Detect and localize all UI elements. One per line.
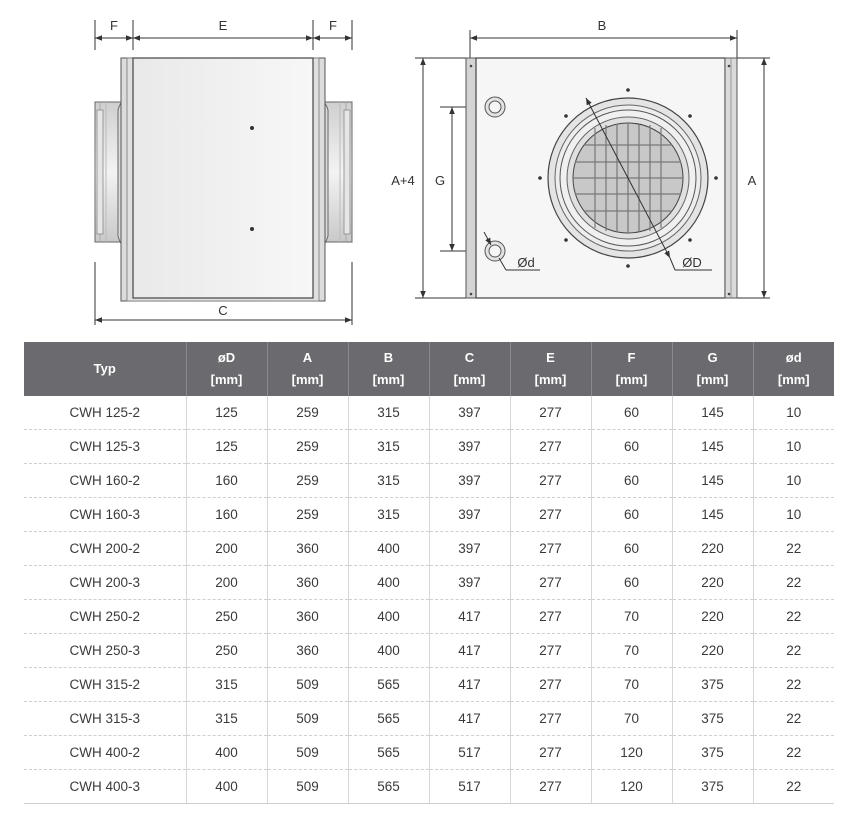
value-cell: 277 <box>510 634 591 668</box>
value-cell: 417 <box>429 668 510 702</box>
value-cell: 360 <box>267 566 348 600</box>
table-header-row <box>24 342 834 396</box>
value-cell: 220 <box>672 600 753 634</box>
column-header-symbol: E <box>546 350 555 365</box>
value-cell: 397 <box>429 498 510 532</box>
value-cell: 277 <box>510 498 591 532</box>
value-cell: 277 <box>510 396 591 430</box>
dim-label-c: C <box>218 303 228 318</box>
column-header <box>510 342 591 396</box>
table-row <box>24 668 834 702</box>
value-cell: 517 <box>429 770 510 804</box>
value-cell: 375 <box>672 736 753 770</box>
dimensions-table <box>24 342 834 804</box>
value-cell: 120 <box>591 770 672 804</box>
table-row <box>24 430 834 464</box>
table-row <box>24 736 834 770</box>
value-cell: 200 <box>186 566 267 600</box>
column-header-symbol: G <box>707 350 718 365</box>
value-cell: 277 <box>510 770 591 804</box>
value-cell: 220 <box>672 532 753 566</box>
value-cell: 375 <box>672 702 753 736</box>
value-cell: 70 <box>591 600 672 634</box>
type-cell: CWH 250-3 <box>24 634 186 668</box>
column-header-unit: [mm] <box>291 372 324 387</box>
value-cell: 277 <box>510 566 591 600</box>
value-cell: 360 <box>267 634 348 668</box>
value-cell: 565 <box>348 702 429 736</box>
value-cell: 22 <box>753 770 834 804</box>
value-cell: 397 <box>429 464 510 498</box>
value-cell: 277 <box>510 600 591 634</box>
value-cell: 60 <box>591 396 672 430</box>
dim-label-f-right: F <box>329 18 337 33</box>
value-cell: 509 <box>267 770 348 804</box>
value-cell: 277 <box>510 464 591 498</box>
value-cell: 22 <box>753 634 834 668</box>
column-header <box>591 342 672 396</box>
type-cell: CWH 200-3 <box>24 566 186 600</box>
value-cell: 250 <box>186 600 267 634</box>
type-cell: CWH 250-2 <box>24 600 186 634</box>
side-view <box>95 18 352 325</box>
value-cell: 565 <box>348 770 429 804</box>
value-cell: 22 <box>753 600 834 634</box>
value-cell: 125 <box>186 430 267 464</box>
table-body <box>24 396 834 804</box>
type-cell: CWH 125-2 <box>24 396 186 430</box>
table-row <box>24 566 834 600</box>
value-cell: 397 <box>429 532 510 566</box>
value-cell: 375 <box>672 770 753 804</box>
column-header-unit: [mm] <box>696 372 729 387</box>
table-row <box>24 532 834 566</box>
table-row <box>24 770 834 804</box>
value-cell: 60 <box>591 532 672 566</box>
value-cell: 259 <box>267 396 348 430</box>
type-cell: CWH 160-3 <box>24 498 186 532</box>
dim-label-big-d: ØD <box>682 255 702 270</box>
value-cell: 10 <box>753 396 834 430</box>
type-cell: CWH 400-2 <box>24 736 186 770</box>
value-cell: 400 <box>348 634 429 668</box>
value-cell: 220 <box>672 566 753 600</box>
dim-label-small-d: Ød <box>517 255 535 270</box>
value-cell: 160 <box>186 464 267 498</box>
technical-drawing <box>0 0 865 335</box>
value-cell: 22 <box>753 532 834 566</box>
value-cell: 259 <box>267 464 348 498</box>
value-cell: 400 <box>186 736 267 770</box>
value-cell: 220 <box>672 634 753 668</box>
value-cell: 517 <box>429 736 510 770</box>
dim-label-f-left: F <box>110 18 118 33</box>
column-header-symbol: C <box>464 350 475 365</box>
column-header-unit: [mm] <box>777 372 810 387</box>
value-cell: 315 <box>348 464 429 498</box>
dim-label-a: A <box>747 173 757 188</box>
value-cell: 160 <box>186 498 267 532</box>
table-row <box>24 464 834 498</box>
value-cell: 22 <box>753 702 834 736</box>
value-cell: 10 <box>753 430 834 464</box>
type-cell: CWH 125-3 <box>24 430 186 464</box>
value-cell: 277 <box>510 702 591 736</box>
value-cell: 509 <box>267 702 348 736</box>
value-cell: 315 <box>348 430 429 464</box>
value-cell: 10 <box>753 464 834 498</box>
table-row <box>24 702 834 736</box>
type-cell: CWH 160-2 <box>24 464 186 498</box>
dim-label-a-plus-4: A+4 <box>391 173 415 188</box>
value-cell: 22 <box>753 566 834 600</box>
value-cell: 565 <box>348 668 429 702</box>
table-row <box>24 396 834 430</box>
column-header-unit: [mm] <box>453 372 486 387</box>
value-cell: 70 <box>591 702 672 736</box>
value-cell: 125 <box>186 396 267 430</box>
value-cell: 10 <box>753 498 834 532</box>
value-cell: 397 <box>429 566 510 600</box>
value-cell: 509 <box>267 736 348 770</box>
column-header-symbol: øD <box>217 350 236 365</box>
value-cell: 397 <box>429 430 510 464</box>
table-row <box>24 600 834 634</box>
value-cell: 22 <box>753 736 834 770</box>
value-cell: 417 <box>429 634 510 668</box>
column-header-unit: [mm] <box>534 372 567 387</box>
column-header-symbol: A <box>302 350 313 365</box>
type-cell: CWH 200-2 <box>24 532 186 566</box>
value-cell: 360 <box>267 532 348 566</box>
table-row <box>24 498 834 532</box>
column-header <box>267 342 348 396</box>
column-header-unit: [mm] <box>372 372 405 387</box>
column-header <box>24 342 186 396</box>
value-cell: 60 <box>591 464 672 498</box>
value-cell: 70 <box>591 668 672 702</box>
column-header-unit: [mm] <box>210 372 243 387</box>
column-header <box>753 342 834 396</box>
column-header <box>348 342 429 396</box>
column-header <box>429 342 510 396</box>
dim-label-e: E <box>218 18 228 33</box>
value-cell: 315 <box>186 668 267 702</box>
dim-label-b: B <box>597 18 607 33</box>
value-cell: 400 <box>348 566 429 600</box>
value-cell: 259 <box>267 430 348 464</box>
type-cell: CWH 315-3 <box>24 702 186 736</box>
value-cell: 565 <box>348 736 429 770</box>
value-cell: 397 <box>429 396 510 430</box>
column-header <box>672 342 753 396</box>
value-cell: 145 <box>672 464 753 498</box>
value-cell: 400 <box>348 600 429 634</box>
value-cell: 417 <box>429 702 510 736</box>
value-cell: 315 <box>348 396 429 430</box>
value-cell: 400 <box>186 770 267 804</box>
dim-label-g: G <box>434 173 446 188</box>
value-cell: 145 <box>672 430 753 464</box>
column-header-symbol: ød <box>785 350 802 365</box>
value-cell: 360 <box>267 600 348 634</box>
value-cell: 200 <box>186 532 267 566</box>
type-cell: CWH 400-3 <box>24 770 186 804</box>
value-cell: 60 <box>591 566 672 600</box>
value-cell: 277 <box>510 532 591 566</box>
value-cell: 375 <box>672 668 753 702</box>
value-cell: 70 <box>591 634 672 668</box>
column-header-unit: [mm] <box>615 372 648 387</box>
value-cell: 250 <box>186 634 267 668</box>
front-view <box>391 18 770 298</box>
column-header-symbol: F <box>627 350 636 365</box>
value-cell: 277 <box>510 736 591 770</box>
value-cell: 60 <box>591 430 672 464</box>
value-cell: 315 <box>186 702 267 736</box>
value-cell: 400 <box>348 532 429 566</box>
value-cell: 277 <box>510 668 591 702</box>
value-cell: 277 <box>510 430 591 464</box>
value-cell: 145 <box>672 498 753 532</box>
value-cell: 60 <box>591 498 672 532</box>
column-header-symbol: B <box>383 350 394 365</box>
column-header-symbol: Typ <box>93 361 116 376</box>
value-cell: 417 <box>429 600 510 634</box>
value-cell: 259 <box>267 498 348 532</box>
table-row <box>24 634 834 668</box>
type-cell: CWH 315-2 <box>24 668 186 702</box>
value-cell: 509 <box>267 668 348 702</box>
column-header <box>186 342 267 396</box>
value-cell: 22 <box>753 668 834 702</box>
value-cell: 120 <box>591 736 672 770</box>
value-cell: 315 <box>348 498 429 532</box>
value-cell: 145 <box>672 396 753 430</box>
